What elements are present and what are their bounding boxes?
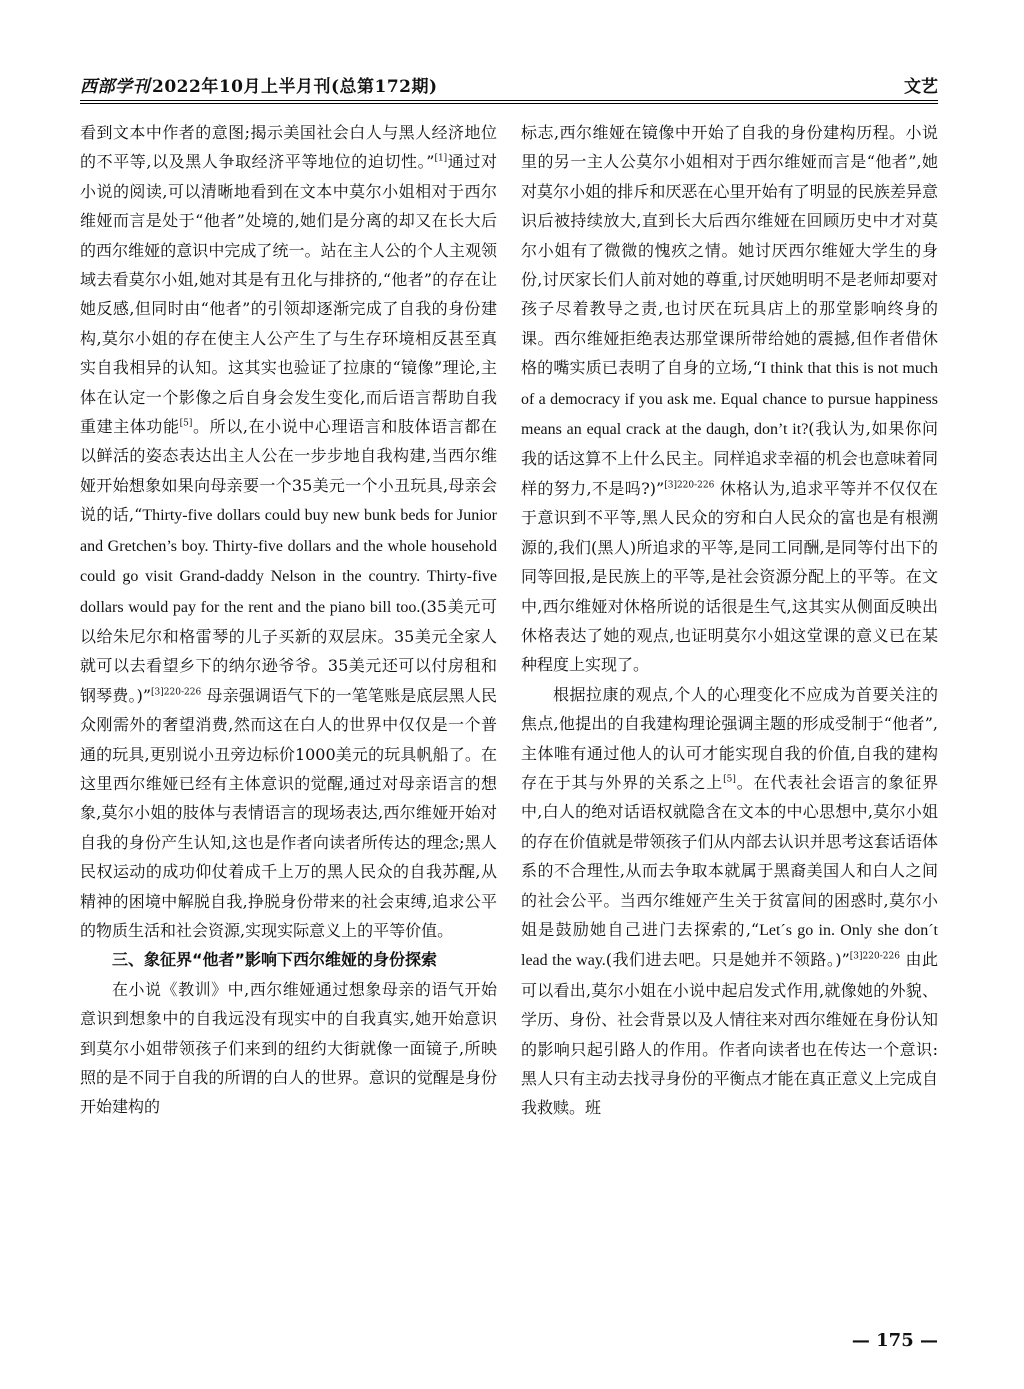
body-text: 通过对小说的阅读,可以清晰地看到在文本中莫尔小姐相对于西尔维娅而言是处于“他者”处境的,她们是分离的却又在长大后的西尔维娅的意识中完成了统一。站在主人公的个人主观领域去看莫尔小姐,她对其是有丑化与排挤的,“他者”的存在让她反感,但同时由“他者”的引领却逐渐完成了自我的身份建构,莫尔小姐的存在使主人公产生了与生存环境相反甚至真实自我相异的认知。这其实也验证了拉康的“镜像”理论,主体在认定一个影像之后自身会发生变化,而后语言帮助自我重建主体功能 [80,152,497,437]
body-text: 由此可以看出,莫尔小姐在小说中起启发式作用,就像她的外貌、学历、身份、社会背景以及人情往来对西尔维娅在身份认知的影响只起引路人的作用。作者向读者也在传达一个意识:黑人只有主动去找寻身份的平衡点才能在真正意义上完成自我救赎。班 [521,950,938,1118]
body-text: (35美元可以给朱尼尔和格雷琴的儿子买新的双层床。35美元全家人就可以去看望乡下的纳尔逊爷爷。35美元还可以付房租和钢琴费。)” [80,596,497,705]
section-label: 文艺 [904,77,938,97]
english-quote: Thirty-five dollars could buy new bunk beds for Junior and Gretchen’s boy. Thirty-five dollars and the whole household could go visit Grand-daddy Nelson in the country. Thirty-five dollars would pay for the rent and the piano bill too. [80,507,497,616]
right-column [521,118,938,1123]
header-rule [80,100,938,104]
english-quote: I think that this is not much of a democracy if you ask me. Equal chance to pursue happiness means an equal crack at the daugh, don’t it? [521,360,938,439]
paragraph: 在小说《教训》中,西尔维娅通过想象母亲的语气开始意识到想象中的自我远没有现实中的自我真实,她开始意识到莫尔小姐带领孩子们来到的纽约大街就像一面镜子,所映照的是不同于自我的所谓的白人的世界。意识的觉醒是身份开始建构的 [80,979,497,1117]
body-text: 根据拉康的观点,个人的心理变化不应成为首要关注的焦点,他提出的自我建构理论强调主题的形成受制于“他者”,主体唯有通过他人的认可才能实现自我的价值,自我的建构存在于其与外界的关系之上 [521,684,938,792]
journal-logo: 西部学刊 [80,77,150,97]
running-header [80,70,938,100]
citation: [3]220-226 [664,480,715,491]
journal-info [80,72,438,97]
body-text: (我认为,如果你问我的话这算不上什么民主。同样追求幸福的机会也意味着同样的努力,不是吗?)” [521,419,938,498]
body-text: 标志,西尔维娅在镜像中开始了自我的身份建构历程。小说里的另一主人公莫尔小姐相对于西尔维娅而言是“他者”,她对莫尔小姐的排斥和厌恶在心里开始有了明显的民族差异意识后被持续放大,直到长大后西尔维娅在回顾历史中才对莫尔小姐有了微微的愧疚之情。她讨厌西尔维娅大学生的身份,讨厌家长们人前对她的尊重,讨厌她明明不是老师却要对孩子尽着教导之责,也讨厌在玩具店上的那堂影响终身的课。西尔维娅拒绝表达那堂课所带给她的震撼,但作者借休格的嘴实质已表明了自身的立场,“ [521,123,938,378]
citation: [5] [723,774,736,785]
section-heading: 三、象征界“他者”影响下西尔维娅的身份探索 [112,950,438,970]
citation: [5] [179,418,193,429]
body-text: 。在代表社会语言的象征界中,白人的绝对话语权就隐含在文本的中心思想中,莫尔小姐的存在价值就是带领孩子们从内部去认识并思考这套话语体系的不合理性,从而去争取本就属于黑裔美国人和白人之间的社会公平。当西尔维娅产生关于贫富间的困惑时,莫尔小姐是鼓励她自己进门去探索的,“ [521,772,938,939]
body-text: 休格认为,追求平等并不仅仅在于意识到不平等,黑人民众的穷和白人民众的富也是有根溯源的,我们(黑人)所追求的平等,是同工同酬,是同等付出下的同等回报,是民族上的平等,是社会资源分配上的平等。在文中,西尔维娅对休格所说的话很是生气,这其实从侧面反映出休格表达了她的观点,也证明莫尔小姐这堂课的意义已在某种程度上实现了。 [521,478,938,675]
citation: [1] [434,154,448,165]
body-text: (我们进去吧。只是她并不领路。)” [605,950,850,970]
paragraph [521,118,938,680]
body-text: 看到文本中作者的意图;揭示美国社会白人与黑人经济地位的不平等,以及黑人争取经济平等地位的迫切性。” [80,123,497,172]
paragraph [80,118,497,945]
citation: [3]220-226 [151,687,202,698]
citation: [3]220-226 [849,952,900,963]
body-text: 。所以,在小说中心理语言和肢体语言都在以鲜活的姿态表达出主人公在一步步地自我构建,当西尔维娅开始想象如果向母亲要一个35美元一个小丑玩具,母亲会说的话,“ [80,417,497,525]
english-quote: Let´s go in. Only she don´t lead the way. [521,921,938,970]
body-text: 母亲强调语气下的一笔笔账是底层黑人民众刚需外的奢望消费,然而这在白人的世界中仅仅是一个普通的玩具,更别说小丑旁边标价1000美元的玩具帆船了。在这里西尔维娅已经有主体意识的觉醒,通过对母亲语言的想象,莫尔小姐的肢体与表情语言的现场表达,西尔维娅开始对自我的身份产生认知,这也是作者向读者所传达的理念;黑人民权运动的成功仰仗着成千上万的黑人民众的自我苏醒,从精神的困境中解脱自我,挣脱身份带来的社会束缚,追求公平的物质生活和社会资源,实现实际意义上的平等价值。 [80,685,497,940]
page-number: — 175 — [851,1330,938,1351]
issue-info: 2022年10月上半月刊(总第172期) [152,77,438,97]
paragraph [521,680,938,1123]
left-column [80,118,497,1122]
